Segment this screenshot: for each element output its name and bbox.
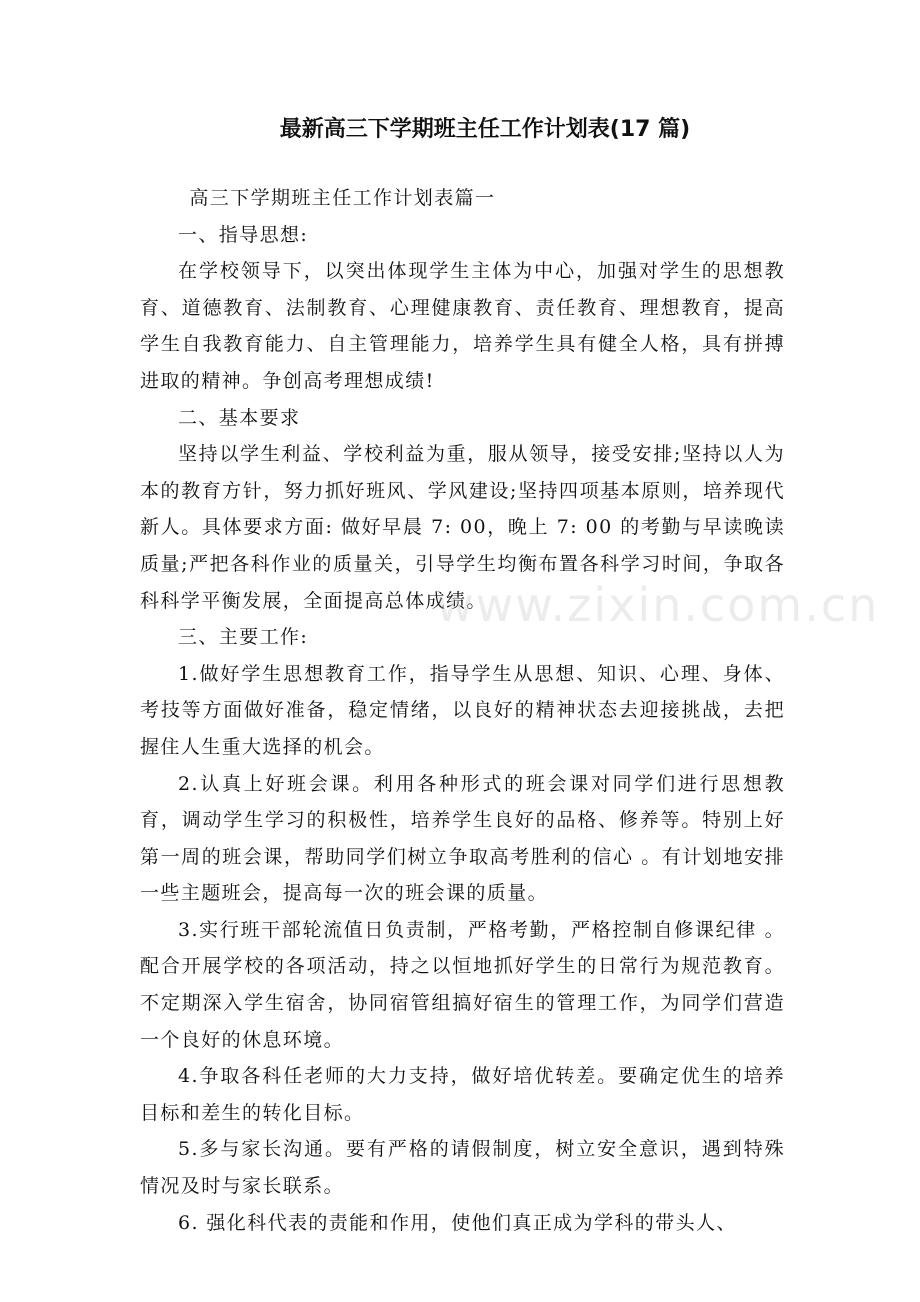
paragraph-item-3: 3.实行班干部轮流值日负责制，严格考勤，严格控制自修课纪律 。配合开展学校的各项活动，持之以恒地抓好学生的日常行为规范教育。不定期深入学生宿舍，协同宿管组搞好宿生的管理工作，为同学们营造一个良好的休息环境。 <box>140 918 785 1051</box>
watermark: www.zixin.com.cn <box>436 578 880 632</box>
paragraph-guiding-thought: 在学校领导下，以突出体现学生主体为中心，加强对学生的思想教育、道德教育、法制教育、心理健康教育、责任教育、理想教育，提高学生自我教育能力、自主管理能力，培养学生具有健全人格，具有拼搏进取的精神。争创高考理想成绩! <box>140 260 785 392</box>
heading-basic-requirements: 二、基本要求 <box>178 406 301 429</box>
paragraph-item-5: 5.多与家长沟通。要有严格的请假制度，树立安全意识，遇到特殊情况及时与家长联系。 <box>140 1138 785 1198</box>
paragraph-item-1: 1.做好学生思想教育工作，指导学生从思想、知识、心理、身体、考技等方面做好准备，稳定情绪，以良好的精神状态去迎接挑战，去把握住人生重大选择的机会。 <box>140 662 785 758</box>
paragraph-basic-requirements: 坚持以学生利益、学校利益为重，服从领导，接受安排;坚持以人为本的教育方针，努力抓好班风、学风建设;坚持四项基本原则，培养现代新人。具体要求方面: 做好早晨 7: 00，晚上 7: 00 的考勤与早读晚读质量;严把各科作业的质量关，引导学生均衡布置各科学习时间，争取各科科学平衡发展，全面提高总体成绩。 <box>140 443 785 612</box>
paragraph-item-6: 6. 强化科代表的责能和作用，使他们真正成为学科的带头人、 <box>178 1211 737 1234</box>
paragraph-item-2: 2.认真上好班会课。利用各种形式的班会课对同学们进行思想教育，调动学生学习的积极性，培养学生良好的品格、修养等。特别上好第一周的班会课，帮助同学们树立争取高考胜利的信心 。有计划地安排一些主题班会，提高每一次的班会课的质量。 <box>140 772 785 905</box>
heading-main-work: 三、主要工作: <box>178 626 309 649</box>
heading-guiding-thought: 一、指导思想: <box>178 223 309 246</box>
section-subtitle: 高三下学期班主任工作计划表篇一 <box>189 187 496 209</box>
document-body <box>140 180 785 1241</box>
paragraph-item-4: 4.争取各科任老师的大力支持，做好培优转差。要确定优生的培养目标和差生的转化目标。 <box>140 1065 785 1124</box>
document-title: 最新高三下学期班主任工作计划表(17 篇) <box>279 117 691 142</box>
